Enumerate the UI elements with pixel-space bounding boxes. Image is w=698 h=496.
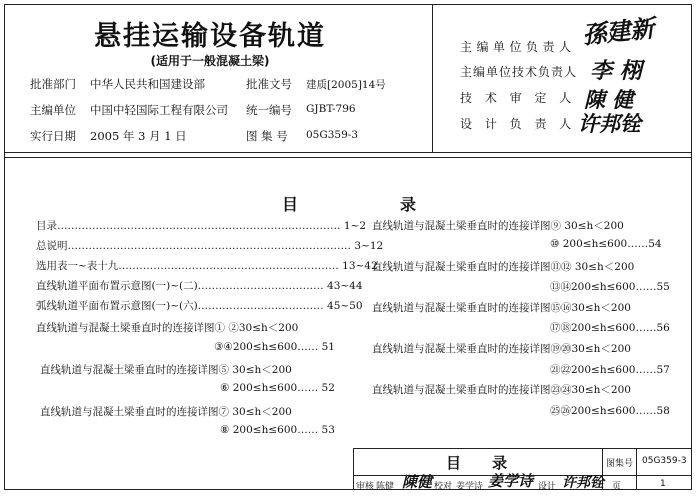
resp-label-1: 主编单位负责人 bbox=[460, 40, 576, 54]
signature-4: 许邦铨 bbox=[578, 111, 641, 136]
page-subtitle: (适用于一般混凝土梁) bbox=[150, 54, 270, 68]
footer-review-signature: 陳健 bbox=[402, 473, 433, 491]
toc-right-item: 直线轨道与混凝土梁垂直时的连接详图⑨ 30≤h＜200 bbox=[372, 220, 624, 232]
footer-left-border bbox=[353, 448, 354, 490]
toc-left-item: 直线轨道与混凝土梁垂直时的连接详图⑦ 30≤h＜200 bbox=[40, 406, 292, 418]
unified-no: GJBT-796 bbox=[306, 103, 356, 115]
effective-date-label: 实行日期 bbox=[30, 129, 76, 143]
toc-heading-right: 录 bbox=[400, 195, 417, 214]
footer-atlas-value: 05G359-3 bbox=[642, 456, 687, 466]
toc-right-item: ㉑㉒200≤h≤600……57 bbox=[550, 364, 670, 376]
toc-left-item: 直线轨道平面布置示意图(一)~(二)……………………………… 43~44 bbox=[36, 280, 363, 292]
section-divider bbox=[4, 157, 692, 158]
toc-right-item: 直线轨道与混凝土梁垂直时的连接详图⑪⑫ 30≤h＜200 bbox=[372, 261, 635, 273]
toc-right-item: ⑩ 200≤h≤600……54 bbox=[550, 238, 662, 250]
signature-2: 李 栩 bbox=[590, 58, 642, 84]
header-vertical-divider bbox=[432, 4, 433, 152]
toc-right-item: 直线轨道与混凝土梁垂直时的连接详图⑲⑳30≤h＜200 bbox=[372, 343, 631, 355]
chief-unit: 中国中轻国际工程有限公司 bbox=[90, 103, 228, 117]
toc-right-item: 直线轨道与混凝土梁垂直时的连接详图㉓㉔30≤h＜200 bbox=[372, 384, 631, 396]
toc-left-item: 直线轨道与混凝土梁垂直时的连接详图⑤ 30≤h＜200 bbox=[40, 364, 292, 376]
toc-left-item: ⑧ 200≤h≤600…… 53 bbox=[220, 424, 335, 436]
footer-page-label: 页 bbox=[612, 482, 622, 492]
footer-design-label: 设计 bbox=[538, 482, 557, 492]
toc-right-item: ⑰⑱200≤h≤600……56 bbox=[550, 322, 670, 334]
toc-left-item: 弧线轨道平面布置示意图(一)~(六)……………………………… 45~50 bbox=[36, 300, 363, 312]
toc-right-item: ㉕㉖200≤h≤600……58 bbox=[550, 405, 670, 417]
footer-design-signature: 许邦铨 bbox=[562, 475, 604, 491]
atlas-no: 05G359-3 bbox=[306, 129, 359, 141]
signature-3: 陳 健 bbox=[584, 87, 634, 112]
effective-date: 2005 年 3 月 1 日 bbox=[90, 129, 187, 143]
approval-doc-label: 批准文号 bbox=[246, 77, 292, 91]
unified-no-label: 统一编号 bbox=[246, 103, 292, 117]
toc-left-item: 总说明……………………………………………………………………… 3~12 bbox=[36, 240, 384, 252]
footer-atlas-label: 图集号 bbox=[606, 459, 634, 469]
signature-1: 孫建新 bbox=[580, 13, 656, 50]
footer-atlas-divider-2 bbox=[636, 448, 637, 490]
footer-review-name: 陈健 bbox=[376, 482, 395, 492]
approval-dept-label: 批准部门 bbox=[30, 77, 76, 91]
approval-doc: 建质[2005]14号 bbox=[306, 79, 386, 91]
footer-check-signature: 姜学诗 bbox=[488, 472, 534, 490]
resp-label-3: 技 术 审 定 人 bbox=[460, 91, 576, 105]
toc-left-item: 直线轨道与混凝土梁垂直时的连接详图① ②30≤h＜200 bbox=[36, 322, 299, 334]
toc-left-item: ③④200≤h≤600…… 51 bbox=[214, 341, 335, 353]
toc-heading-left: 目 bbox=[282, 195, 299, 214]
footer-title-right: 录 bbox=[492, 454, 508, 472]
footer-top-border bbox=[353, 448, 692, 449]
toc-left-item: 目录……………………………………………………………………… 1~2 bbox=[36, 220, 366, 232]
toc-right-item: 直线轨道与混凝土梁垂直时的连接详图⑮⑯30≤h＜200 bbox=[372, 302, 631, 314]
atlas-no-label: 图 集 号 bbox=[246, 129, 288, 143]
footer-review-label: 审核 bbox=[356, 482, 375, 492]
approval-dept: 中华人民共和国建设部 bbox=[90, 77, 205, 91]
resp-label-4: 设 计 负 责 人 bbox=[460, 117, 576, 131]
page-title: 悬挂运输设备轨道 bbox=[94, 21, 326, 52]
chief-unit-label: 主编单位 bbox=[30, 103, 76, 117]
resp-label-2: 主编单位技术负责人 bbox=[460, 65, 578, 79]
footer-page-value: 1 bbox=[660, 479, 666, 489]
toc-left-item: 选用表一~表十九……………………………………………………… 13~42 bbox=[36, 260, 378, 272]
footer-title-left: 目 bbox=[446, 454, 462, 472]
footer-check-name: 姜学诗 bbox=[456, 482, 484, 492]
header-divider bbox=[4, 152, 692, 153]
footer-check-label: 校对 bbox=[434, 482, 453, 492]
toc-left-item: ⑥ 200≤h≤600…… 52 bbox=[220, 382, 335, 394]
toc-right-item: ⑬⑭200≤h≤600……55 bbox=[550, 281, 670, 293]
